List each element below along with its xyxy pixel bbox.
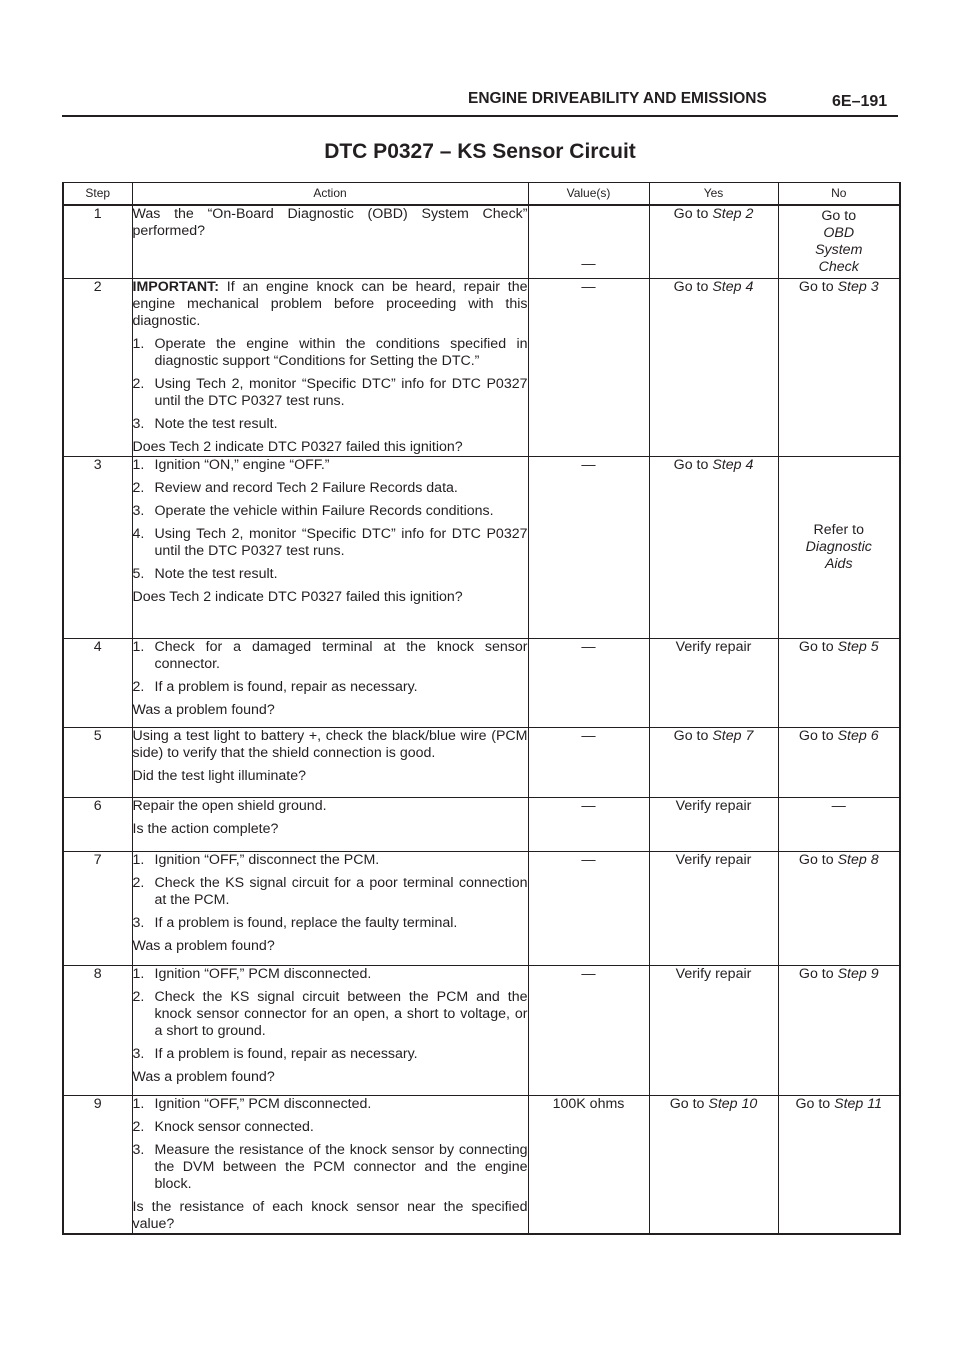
action-step-text: Using Tech 2, monitor “Specific DTC” info for DTC P0327 until the DTC P0327 test runs. [154, 375, 528, 409]
action-step [133, 457, 528, 474]
action-step-text: If a problem is found, repair as necessary. [154, 1045, 418, 1062]
action-step-number: 3. [132, 502, 145, 519]
result-yes [649, 797, 778, 851]
action-step [133, 989, 528, 1040]
action-steps [133, 457, 528, 583]
action-step-text: If a problem is found, replace the faulty terminal. [154, 914, 458, 931]
action-intro [133, 798, 528, 815]
result-text: Go to [673, 456, 713, 473]
result-text: Verify repair [675, 638, 752, 655]
result-no [778, 205, 900, 278]
result-step-link[interactable]: Step 10 [708, 1095, 758, 1112]
result-step-link[interactable]: Step 5 [837, 638, 879, 655]
result-text: — [831, 797, 846, 814]
header-rule [62, 115, 898, 117]
result-step-link[interactable]: Step 11 [834, 1095, 882, 1112]
action-steps [133, 639, 528, 696]
result-text: Verify repair [675, 965, 752, 982]
result-step-link[interactable]: OBD System Check [815, 225, 863, 275]
result-text: Go to [673, 206, 713, 222]
action-intro [133, 279, 528, 330]
action-step-text: Check the KS signal circuit between the PCM and the knock sensor connector for an open, a short to voltage, or a short to ground. [154, 988, 528, 1039]
step-number: 3 [63, 456, 132, 638]
action-intro-text: Using a test light to battery +, check the black/blue wire (PCM side) to verify that the shield connection is good. [132, 727, 528, 761]
action-step-text: If a problem is found, repair as necessary. [154, 678, 418, 695]
result-yes [649, 456, 778, 638]
action-intro-text: Repair the open shield ground. [132, 797, 327, 814]
action-step [133, 1142, 528, 1193]
action-step-number: 3. [132, 1141, 145, 1158]
action-step [133, 639, 528, 673]
column-header-step: Step [63, 183, 132, 206]
action-step [133, 336, 528, 370]
action-step [133, 526, 528, 560]
table-row [63, 727, 900, 797]
important-label: IMPORTANT: [132, 278, 219, 295]
action-cell [132, 456, 528, 638]
action-step-number: 1. [132, 851, 145, 868]
action-step-number: 2. [132, 1118, 145, 1135]
action-question: Is the action complete? [132, 820, 279, 837]
action-step-number: 5. [132, 565, 145, 582]
action-step [133, 1119, 528, 1136]
step-number: 5 [63, 727, 132, 797]
action-step-number: 3. [132, 415, 145, 432]
result-text: Go to [798, 727, 838, 744]
action-step [133, 966, 528, 983]
step-number: 7 [63, 851, 132, 965]
step-number: 8 [63, 965, 132, 1095]
action-steps [133, 852, 528, 932]
result-yes [649, 727, 778, 797]
action-cell [132, 797, 528, 851]
table-row [63, 205, 900, 278]
result-no [778, 638, 900, 727]
action-step-number: 1. [132, 1095, 145, 1112]
action-question: Did the test light illuminate? [132, 767, 306, 784]
step-number: 4 [63, 638, 132, 727]
result-text: Go to [798, 965, 838, 982]
value-cell: 100K ohms [528, 1095, 649, 1234]
action-step-text: Ignition “ON,” engine “OFF.” [154, 456, 330, 473]
result-no [778, 1095, 900, 1234]
action-cell [132, 1095, 528, 1234]
action-cell [132, 851, 528, 965]
action-intro [133, 728, 528, 762]
table-row [63, 851, 900, 965]
action-step-text: Operate the engine within the conditions specified in diagnostic support “Conditions for Setting the DTC.” [154, 335, 528, 369]
result-text: Go to [795, 1095, 835, 1112]
action-step-number: 4. [132, 525, 145, 542]
action-step-text: Knock sensor connected. [154, 1118, 314, 1135]
action-question: Was a problem found? [132, 701, 275, 718]
action-step [133, 503, 528, 520]
action-step-number: 2. [132, 678, 145, 695]
result-yes [649, 205, 778, 278]
value-cell: — [528, 456, 649, 638]
value-cell: — [528, 965, 649, 1095]
action-step-text: Using Tech 2, monitor “Specific DTC” info for DTC P0327 until the DTC P0327 test runs. [154, 525, 528, 559]
value-cell: — [528, 278, 649, 456]
action-step-number: 1. [132, 456, 145, 473]
result-text: Go to [673, 278, 713, 295]
step-number: 1 [63, 205, 132, 278]
action-cell [132, 965, 528, 1095]
action-cell [132, 205, 528, 278]
action-steps [133, 336, 528, 433]
result-yes [649, 965, 778, 1095]
result-text: Go to [798, 278, 838, 295]
action-steps [133, 1096, 528, 1193]
action-intro-text: If an engine knock can be heard, repair the engine mechanical problem before proceeding with this diagnostic. [132, 278, 528, 329]
action-step-text: Check for a damaged terminal at the knock sensor connector. [154, 638, 528, 672]
action-step [133, 875, 528, 909]
result-text: Go to [821, 208, 857, 224]
action-cell [132, 638, 528, 727]
action-step [133, 416, 528, 433]
action-step-text: Operate the vehicle within Failure Records conditions. [154, 502, 494, 519]
action-intro [133, 206, 528, 240]
action-step [133, 852, 528, 869]
table-row [63, 797, 900, 851]
table-row [63, 278, 900, 456]
action-step-number: 2. [132, 479, 145, 496]
action-step-number: 2. [132, 874, 145, 891]
action-step-number: 3. [132, 914, 145, 931]
page-title: DTC P0327 – KS Sensor Circuit [324, 140, 636, 163]
result-text: Go to [798, 638, 838, 655]
action-step [133, 1046, 528, 1063]
table-row [63, 1095, 900, 1234]
action-step [133, 480, 528, 497]
action-question: Is the resistance of each knock sensor near the specified value? [132, 1198, 528, 1232]
column-header-action: Action [132, 183, 528, 206]
result-step-link[interactable]: Step 4 [712, 278, 754, 295]
action-step-number: 2. [132, 988, 145, 1005]
action-question: Was a problem found? [132, 937, 275, 954]
value-cell: — [528, 638, 649, 727]
action-question: Does Tech 2 indicate DTC P0327 failed this ignition? [132, 588, 463, 605]
result-no [778, 727, 900, 797]
action-step-text: Measure the resistance of the knock sensor by connecting the DVM between the PCM connector and the engine block. [154, 1141, 528, 1192]
result-text: Go to [669, 1095, 709, 1112]
column-header-yes: Yes [649, 183, 778, 206]
value-cell: — [528, 727, 649, 797]
action-steps [133, 966, 528, 1063]
column-header-no: No [778, 183, 900, 206]
result-yes [649, 278, 778, 456]
result-text: Verify repair [675, 797, 752, 814]
action-step-text: Note the test result. [154, 415, 278, 432]
action-step-number: 1. [132, 638, 145, 655]
action-cell [132, 727, 528, 797]
result-text: Go to [798, 851, 838, 868]
action-step [133, 376, 528, 410]
action-step-number: 2. [132, 375, 145, 392]
value-cell: — [528, 205, 649, 278]
step-number: 6 [63, 797, 132, 851]
result-step-link[interactable]: Step 9 [837, 965, 879, 982]
step-number: 2 [63, 278, 132, 456]
action-step-number: 1. [132, 965, 145, 982]
action-step-number: 3. [132, 1045, 145, 1062]
action-step [133, 566, 528, 583]
table-row [63, 965, 900, 1095]
result-yes [649, 851, 778, 965]
result-yes [649, 638, 778, 727]
action-intro-text: Was the “On-Board Diagnostic (OBD) System Check” performed? [132, 206, 528, 239]
result-step-link[interactable]: Step 2 [712, 206, 754, 222]
table-row [63, 638, 900, 727]
column-header-values: Value(s) [528, 183, 649, 206]
action-step-text: Review and record Tech 2 Failure Records data. [154, 479, 458, 496]
action-step-text: Note the test result. [154, 565, 278, 582]
action-step-number: 1. [132, 335, 145, 352]
result-text: Go to [673, 727, 713, 744]
action-step-text: Ignition “OFF,” disconnect the PCM. [154, 851, 380, 868]
result-step-link[interactable]: Diagnostic Aids [805, 538, 872, 572]
action-step-text: Ignition “OFF,” PCM disconnected. [154, 965, 372, 982]
result-text: Refer to [813, 521, 864, 538]
result-no [778, 456, 900, 638]
action-step-text: Check the KS signal circuit for a poor terminal connection at the PCM. [154, 874, 528, 908]
result-step-link[interactable]: Step 6 [837, 727, 879, 744]
action-step [133, 1096, 528, 1113]
action-step [133, 679, 528, 696]
result-no [778, 797, 900, 851]
value-cell: — [528, 797, 649, 851]
diagnostic-table [62, 182, 901, 1235]
result-step-link[interactable]: Step 3 [837, 278, 879, 295]
page-number: 6E–191 [832, 93, 888, 110]
action-question: Was a problem found? [132, 1068, 275, 1085]
action-question: Does Tech 2 indicate DTC P0327 failed this ignition? [132, 438, 463, 455]
result-no [778, 965, 900, 1095]
result-step-link[interactable]: Step 8 [837, 851, 879, 868]
result-yes [649, 1095, 778, 1234]
table-row [63, 456, 900, 638]
result-step-link[interactable]: Step 7 [712, 727, 754, 744]
result-no [778, 278, 900, 456]
step-number: 9 [63, 1095, 132, 1234]
result-no [778, 851, 900, 965]
value-cell: — [528, 851, 649, 965]
result-step-link[interactable]: Step 4 [712, 456, 754, 473]
action-cell [132, 278, 528, 456]
table-header-row [63, 183, 900, 206]
action-step-text: Ignition “OFF,” PCM disconnected. [154, 1095, 372, 1112]
action-step [133, 915, 528, 932]
section-title: ENGINE DRIVEABILITY AND EMISSIONS [468, 90, 767, 107]
result-text: Verify repair [675, 851, 752, 868]
